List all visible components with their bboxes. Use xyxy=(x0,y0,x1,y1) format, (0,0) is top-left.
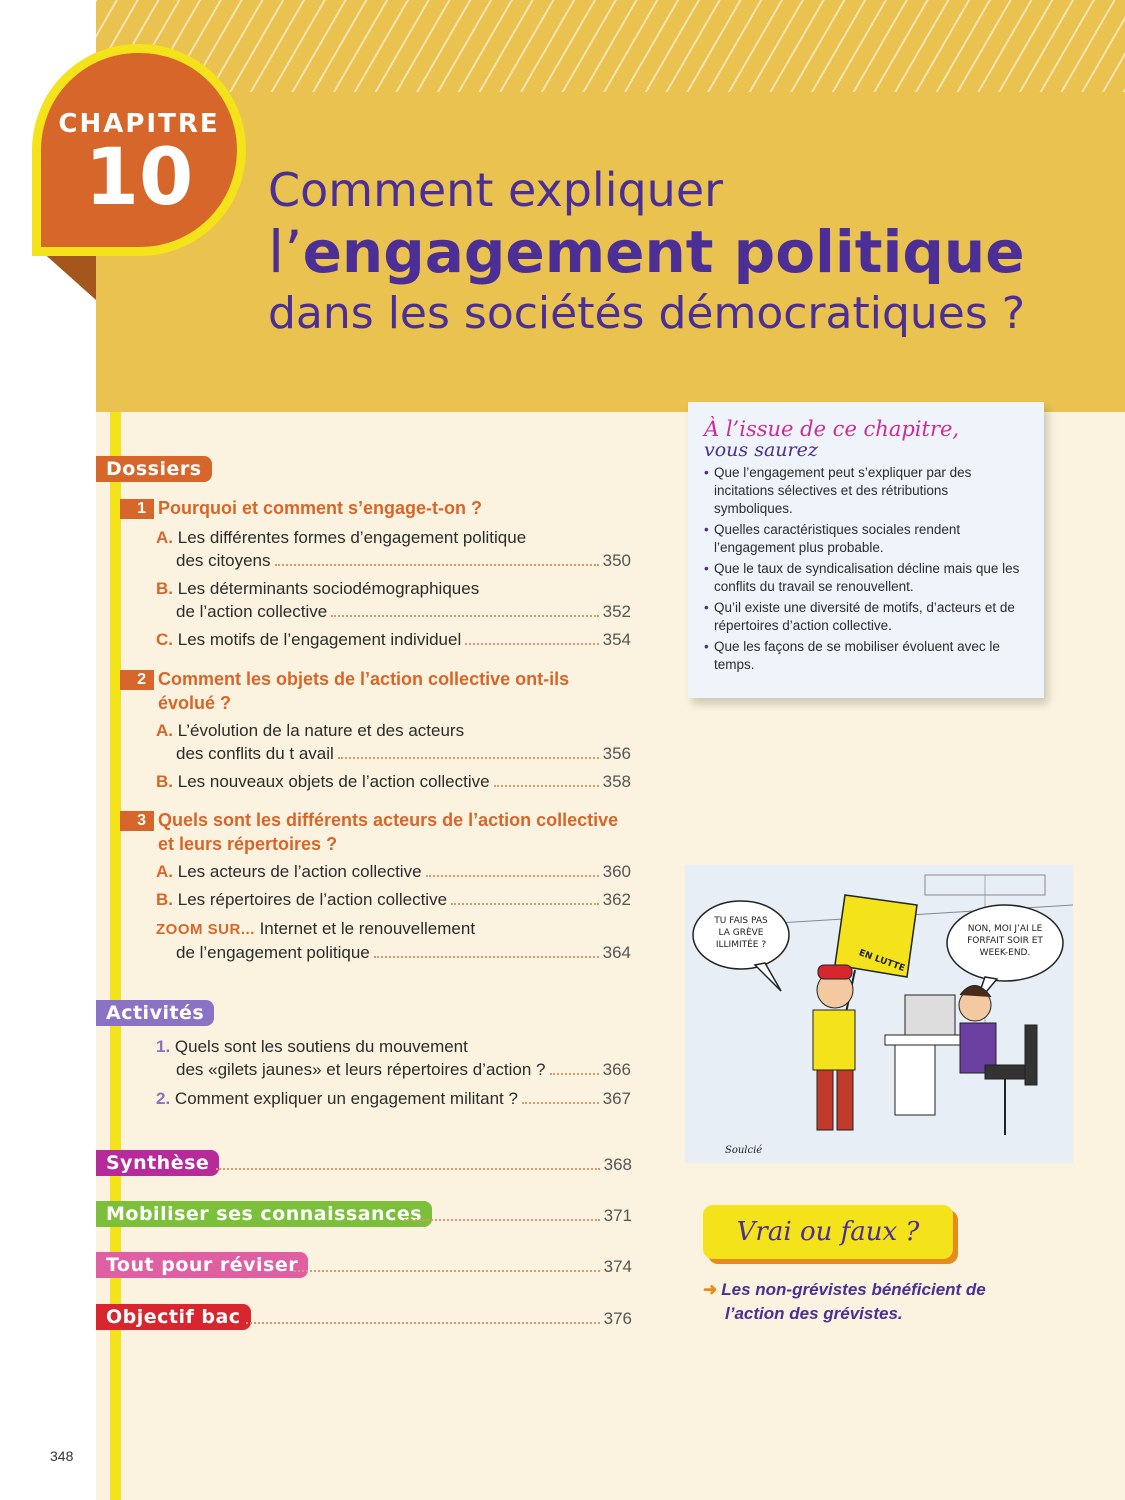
title-line-3: dans les sociétés démocratiques ? xyxy=(268,288,1026,339)
toc-entry-3a[interactable] xyxy=(156,860,631,883)
leader-dots xyxy=(374,956,599,958)
toc-entry-2a[interactable] xyxy=(156,719,631,765)
svg-text:Soulcié: Soulcié xyxy=(725,1145,763,1156)
objective-item: • Quelles caractéristiques sociales rendent l’engagement plus probable. xyxy=(704,521,1030,557)
page-ref: 366 xyxy=(602,1060,631,1079)
entry-text-cont: des «gilets jaunes» et leurs répertoires d’action ? xyxy=(176,1060,546,1079)
entry-letter: A. xyxy=(156,862,173,881)
page-ref: 352 xyxy=(602,602,631,621)
entry-text: Les motifs de l’engagement individuel xyxy=(177,630,462,649)
page-ref: 367 xyxy=(602,1089,631,1108)
objective-item: • Que l’engagement peut s’expliquer par des incitations sélectives et des rétributions symboliques. xyxy=(704,464,1030,518)
note-title: À l’issue de ce chapitre, xyxy=(704,417,960,441)
svg-text:NON, MOI J’AI LE: NON, MOI J’AI LE xyxy=(967,924,1043,934)
cartoon-illustration xyxy=(685,865,1073,1163)
toc-entry-2b[interactable] xyxy=(156,770,631,793)
toc-entry-3-zoom[interactable] xyxy=(156,917,631,964)
leader-dots xyxy=(451,903,599,905)
activity-1[interactable] xyxy=(156,1035,631,1081)
section-activites: Activités xyxy=(96,1000,214,1026)
chapter-badge xyxy=(32,44,246,256)
synthese-line xyxy=(212,1155,632,1175)
chapter-label: CHAPITRE xyxy=(58,109,220,139)
page-ref: 371 xyxy=(603,1206,632,1225)
entry-text: Les nouveaux objets de l’action collective xyxy=(177,772,490,791)
statement-line-2: l’action des grévistes. xyxy=(725,1304,903,1323)
svg-text:FORFAIT SOIR ET: FORFAIT SOIR ET xyxy=(967,936,1043,946)
arrow-right-icon: ➜ xyxy=(703,1280,718,1299)
page-ref: 364 xyxy=(602,943,631,962)
objectives-note xyxy=(688,402,1044,698)
title-bold: engagement politique xyxy=(302,218,1025,286)
leader-dots xyxy=(331,615,598,617)
page-ref: 362 xyxy=(602,890,631,909)
leader-dots xyxy=(426,875,599,877)
entry-letter: A. xyxy=(156,528,173,547)
dossier-number: 2 xyxy=(120,670,154,690)
toc-entry-1a[interactable] xyxy=(156,526,631,572)
entry-text: Les différentes formes d’engagement politique xyxy=(177,528,527,547)
leader-dots xyxy=(246,1322,600,1324)
dossier-1-title[interactable] xyxy=(120,496,630,520)
page-number: 348 xyxy=(50,1448,74,1464)
objective-item: • Qu’il existe une diversité de motifs, d’acteurs et de répertoires d’action collective. xyxy=(704,599,1030,635)
activity-2[interactable] xyxy=(156,1087,631,1110)
header-stripes xyxy=(96,0,1125,92)
entry-letter: C. xyxy=(156,630,173,649)
entry-text-cont: des conflits du t avail xyxy=(176,744,334,763)
page-ref: 354 xyxy=(602,630,631,649)
badge-tail xyxy=(40,250,96,300)
page-ref: 356 xyxy=(602,744,631,763)
objectives-list xyxy=(704,464,1030,674)
leader-dots xyxy=(404,1219,600,1221)
page-ref: 350 xyxy=(602,551,631,570)
mobiliser-line xyxy=(400,1206,632,1226)
toc-entry-1c[interactable] xyxy=(156,628,631,651)
entry-text: Internet et le renouvellement xyxy=(259,919,476,938)
objective-item: • Que les façons de se mobiliser évoluent avec le temps. xyxy=(704,638,1030,674)
leader-dots xyxy=(522,1102,599,1104)
entry-text: Quels sont les soutiens du mouvement xyxy=(174,1037,468,1056)
activity-number: 1. xyxy=(156,1037,171,1056)
entry-text-cont: de l’action collective xyxy=(176,602,328,621)
dossier-title-text: Pourquoi et comment s’engage-t-on ? xyxy=(158,498,483,518)
entry-text: Les répertoires de l’action collective xyxy=(177,890,448,909)
true-false-text: Vrai ou faux ? xyxy=(736,1217,920,1247)
title-line-2 xyxy=(268,220,1025,284)
tout-line xyxy=(290,1257,632,1277)
chapter-number: 10 xyxy=(84,133,194,223)
note-subtitle: vous saurez xyxy=(704,439,818,461)
dossier-title-cont: et leurs répertoires ? xyxy=(158,834,338,854)
svg-text:EN LUTTE: EN LUTTE xyxy=(857,948,907,975)
entry-text-cont: des citoyens xyxy=(176,551,271,570)
svg-text:TU FAIS PAS: TU FAIS PAS xyxy=(714,916,768,926)
page-ref: 360 xyxy=(602,862,631,881)
dossier-number: 1 xyxy=(120,499,154,519)
chapter-title xyxy=(268,160,1025,344)
svg-text:LA GRÈVE: LA GRÈVE xyxy=(718,928,764,938)
entry-letter: B. xyxy=(156,772,173,791)
entry-text: Comment expliquer un engagement militant ? xyxy=(174,1089,518,1108)
activity-number: 2. xyxy=(156,1089,171,1108)
dossier-title-cont: évolué ? xyxy=(158,693,232,713)
leader-dots xyxy=(216,1168,600,1170)
page-ref: 374 xyxy=(603,1257,632,1276)
entry-letter: B. xyxy=(156,890,173,909)
entry-text: L’évolution de la nature et des acteurs xyxy=(177,721,465,740)
page-ref: 368 xyxy=(603,1155,632,1174)
svg-text:WEEK-END.: WEEK-END. xyxy=(979,948,1031,958)
objectif-line xyxy=(242,1309,632,1329)
leader-dots xyxy=(465,643,598,645)
section-synthese[interactable]: Synthèse xyxy=(96,1150,219,1176)
entry-text: Les déterminants sociodémographiques xyxy=(177,579,480,598)
entry-text-cont: de l’engagement politique xyxy=(176,943,370,962)
cartoon-drawing xyxy=(685,865,1073,1163)
section-tout-pour-reviser[interactable]: Tout pour réviser xyxy=(96,1252,308,1278)
title-prefix: l’ xyxy=(268,218,303,286)
leader-dots xyxy=(275,564,599,566)
toc-entry-3b[interactable] xyxy=(156,888,631,911)
margin-bar xyxy=(110,412,121,1500)
leader-dots xyxy=(338,757,599,759)
entry-letter: B. xyxy=(156,579,173,598)
page-ref: 358 xyxy=(602,772,631,791)
leader-dots xyxy=(494,785,599,787)
section-objectif-bac[interactable]: Objectif bac xyxy=(96,1304,251,1330)
entry-letter: A. xyxy=(156,721,173,740)
dossier-3-title[interactable] xyxy=(120,808,630,856)
dossier-2-title[interactable] xyxy=(120,667,630,715)
dossier-number: 3 xyxy=(120,811,154,831)
leader-dots xyxy=(550,1073,599,1075)
section-dossiers: Dossiers xyxy=(96,456,212,482)
toc-entry-1b[interactable] xyxy=(156,577,631,623)
page-ref: 376 xyxy=(603,1309,632,1328)
title-line-1: Comment expliquer xyxy=(268,163,724,217)
true-false-statement xyxy=(703,1278,1033,1326)
entry-text: Les acteurs de l’action collective xyxy=(177,862,422,881)
zoom-label: ZOOM SUR... xyxy=(156,921,255,938)
statement-line-1: Les non-grévistes bénéficient de xyxy=(721,1280,986,1299)
objective-item: • Que le taux de syndicalisation décline mais que les conflits du travail se renouvellent. xyxy=(704,560,1030,596)
true-false-label xyxy=(703,1205,953,1259)
section-mobiliser[interactable]: Mobiliser ses connaissances xyxy=(96,1201,432,1227)
leader-dots xyxy=(294,1270,600,1272)
dossier-title-text: Quels sont les différents acteurs de l’action collective xyxy=(158,810,619,830)
svg-text:ILLIMITÉE ?: ILLIMITÉE ? xyxy=(715,940,767,950)
dossier-title-text: Comment les objets de l’action collective ont-ils xyxy=(158,669,570,689)
